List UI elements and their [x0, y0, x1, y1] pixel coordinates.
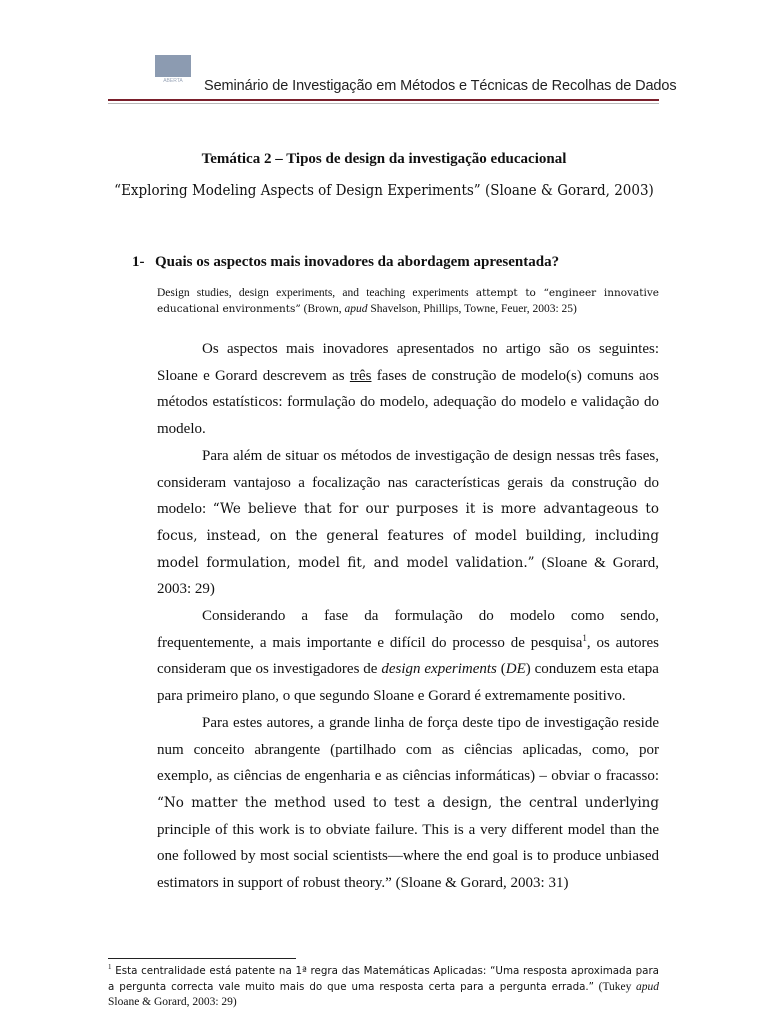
epigraph-quote [157, 285, 659, 317]
p3-text-c: ( [496, 661, 506, 678]
p1-text-b: fases de construção de modelo(s) comuns aos métodos estatísticos: formulação do modelo, adequação do modelo e validação do modelo. [157, 367, 659, 438]
quote-citation-rest: Shavelson, Phillips, Towne, Feuer, 2003: 25) [367, 303, 577, 315]
footnote-ref: 1 [582, 632, 587, 643]
p3-text-a: Considerando a fase da formulação do modelo como sendo, frequentemente, a mais importante e difícil do processo de pesquisa [157, 608, 659, 651]
p4-text-a: Para estes autores, a grande linha de força deste tipo de investigação reside num conceito abrangente (partilhado com as ciências aplicadas, como, por exemplo, as ciências de engenharia e as ciências informáticas) – obviar o fracasso: [157, 714, 659, 785]
footnote [108, 964, 659, 1011]
question-number: 1- [132, 254, 145, 270]
p2-citation: (Sloane & Gorard, 2003: 29) [157, 554, 659, 598]
paragraph-2 [157, 443, 659, 603]
footnote-number: 1 [108, 963, 112, 972]
footnote-apud: apud [636, 980, 659, 993]
document-title: Temática 2 – Tipos de design da investigação educacional [201, 151, 567, 167]
p2-quote: “We believe that for our purposes it is more advantageous to focus, instead, on the general features of model building, including model formulation, model fit, and model validation.” [157, 501, 659, 571]
question-heading [132, 254, 559, 271]
quote-citation: (Brown, [300, 303, 345, 315]
p3-text-b: , os autores consideram que os investigadores de [157, 634, 660, 678]
header-rule-thin [108, 103, 659, 104]
p2-text-a: Para além de situar os métodos de investigação de design nessas três fases, consideram vantajoso a focalização nas características gerais da construção do modelo: [157, 447, 659, 518]
paragraph-4 [157, 710, 659, 897]
logo-text: ABERTA [163, 78, 183, 84]
logo-block [155, 55, 191, 77]
university-logo [155, 55, 191, 91]
footnote-citation-rest: Sloane & Gorard, 2003: 29) [108, 996, 237, 1008]
quote-text: Design studies, design experiments, and teaching experiments [157, 287, 476, 299]
p1-underlined: três [349, 367, 372, 384]
p3-italic-de: DE [505, 661, 526, 678]
p1-text-a: Os aspectos mais inovadores apresentados no artigo são os seguintes: Sloane e Gorard descrevem as [157, 341, 659, 384]
quote-citation-apud: apud [344, 303, 368, 315]
p3-italic-design-experiments: design experiments [381, 661, 497, 678]
header-title: Seminário de Investigação em Métodos e Técnicas de Recolhas de Dados [204, 78, 677, 94]
footnote-citation: (Tukey [594, 980, 636, 993]
quote-text-en: attempt to “engineer innovative educational environments” [157, 287, 659, 315]
p3-text-d: ) conduzem esta etapa para primeiro plano, o que segundo Sloane e Gorard é extremamente positivo. [157, 661, 659, 705]
body-text [157, 336, 659, 897]
question-text: Quais os aspectos mais inovadores da abordagem apresentada? [155, 254, 560, 270]
paragraph-3 [157, 603, 659, 710]
document-subtitle: “Exploring Modeling Aspects of Design Experiments” (Sloane & Gorard, 2003) [114, 183, 654, 199]
paragraph-1 [157, 336, 659, 443]
footnote-text: Esta centralidade está patente na 1ª regra das Matemáticas Aplicadas: “Uma resposta aproximada para a pergunta correcta vale muito mais do que uma resposta certa para a pergunta errada.” [108, 965, 659, 993]
header-rule [108, 99, 659, 101]
p4-text-b: principle of this work is to obviate failure. This is a very different model than the one followed by most social scientists—where the end goal is to produce unbiased estimators in support of robust theory.” (Sloane & Gorard, 2003: 31) [157, 821, 659, 892]
footnote-rule [108, 958, 296, 959]
p4-quote: “No matter the method used to test a design, the central underlying [157, 794, 659, 811]
